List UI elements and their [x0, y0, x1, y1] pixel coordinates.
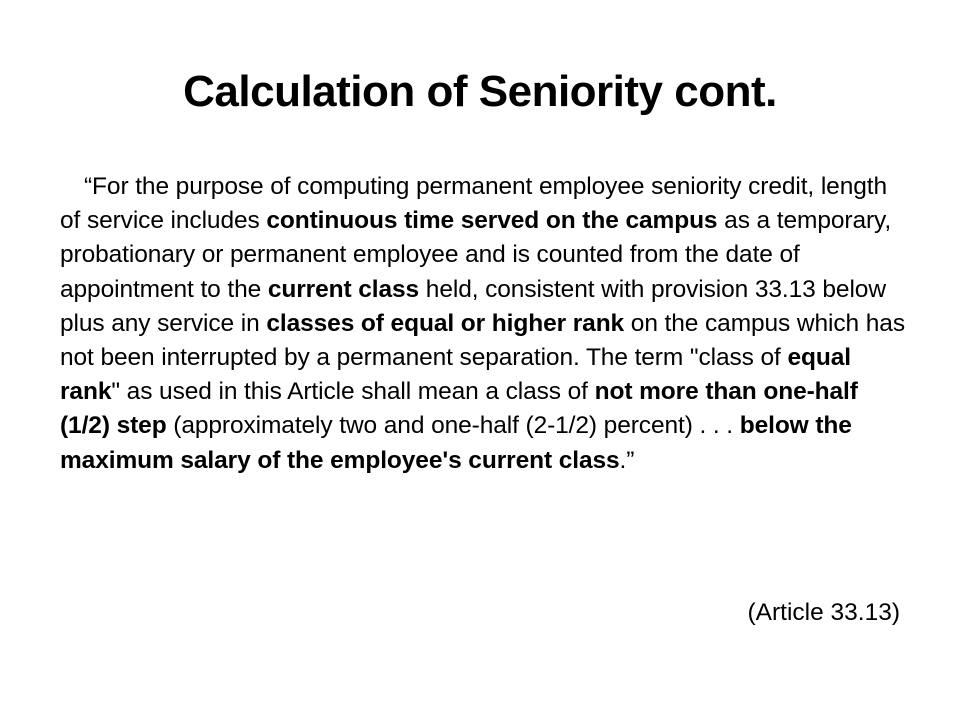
quote-segment: as a temporary, probationary or permanent employee and is counted from the date of appointment to the [60, 207, 892, 303]
slide-title: Calculation of Seniority cont. [183, 67, 777, 116]
quote-segment: on the campus which has not been interrupted by a permanent separation. The term "class of [60, 309, 905, 372]
quote-segment-emphasis: equal rank [60, 344, 851, 406]
quote-segment-emphasis: continuous time served on the campus [266, 207, 718, 235]
quote-segment: .” [619, 446, 635, 474]
quote-segment: “For the purpose of computing permanent employee seniority credit, length of service includes [60, 173, 887, 235]
quote-segment-emphasis: below the maximum salary of the employee's current class [60, 412, 852, 474]
quote-segment-emphasis: classes of equal or higher rank [266, 309, 625, 337]
quote-segment-emphasis: current class [267, 275, 420, 303]
quote-segment: (approximately two and one-half (2-1/2) percent) . . . [166, 412, 740, 440]
citation: (Article 33.13) [747, 599, 900, 626]
quote-paragraph [60, 170, 910, 478]
quote-segment: held, consistent with provision 33.13 below plus any service in [60, 275, 886, 337]
quote-segment: " as used in this Article shall mean a class of [111, 378, 595, 406]
quote-segment-emphasis: not more than one-half (1/2) step [60, 378, 858, 440]
